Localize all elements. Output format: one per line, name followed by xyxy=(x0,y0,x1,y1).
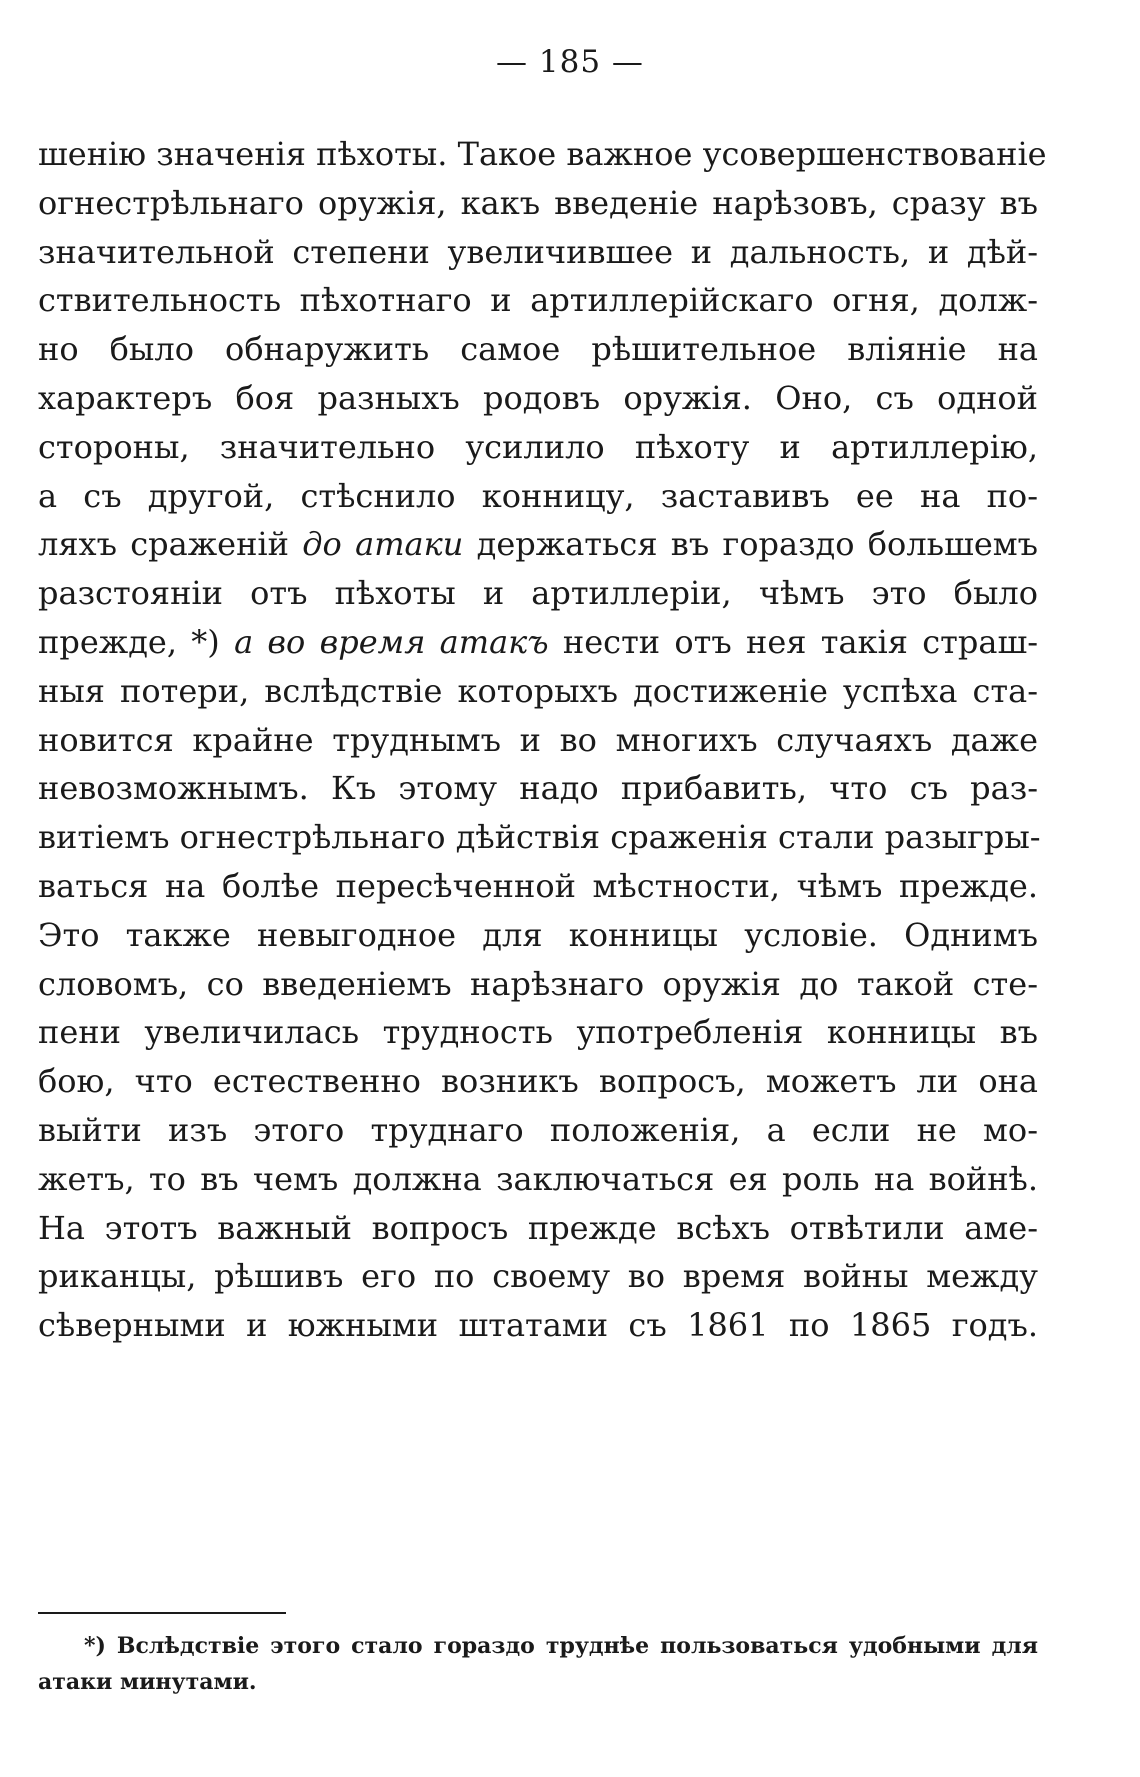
footnote-line: атаки минутами. xyxy=(38,1669,257,1695)
text-line-with-italic xyxy=(38,520,1038,569)
text-fragment: прежде, *) xyxy=(38,622,235,661)
text-line: огнестрѣльнаго оружія, какъ введеніе нарѣзовъ, сразу въ xyxy=(38,183,1038,222)
text-line: шенію значенія пѣхоты. Такое важное усовершенствованіе xyxy=(38,135,1047,173)
text-fragment: нести отъ нея такія страш- xyxy=(548,622,1039,661)
text-line: Это также невыгодное для конницы условіе. Однимъ xyxy=(38,915,1038,954)
footnote-divider xyxy=(38,1612,286,1614)
text-fragment: держаться въ гораздо большемъ xyxy=(463,525,1038,564)
text-line: разстояніи отъ пѣхоты и артиллеріи, чѣмъ это было xyxy=(38,574,1038,613)
main-text xyxy=(38,130,1047,1350)
footnote-line: *) Вслѣдствіе этого стало гораздо труднѣе пользоваться удобными для xyxy=(84,1633,1038,1659)
text-line: словомъ, со введеніемъ нарѣзнаго оружія до такой сте- xyxy=(38,964,1038,1003)
italic-phrase: а во время атакъ xyxy=(234,622,549,661)
text-line: стороны, значительно усилило пѣхоту и артиллерію, xyxy=(38,427,1038,466)
text-line-last: сѣверными и южными штатами съ 1861 по 1865 годъ. xyxy=(38,1306,1038,1345)
page-number: — 185 — xyxy=(496,44,644,80)
text-line: бою, что естественно возникъ вопросъ, можетъ ли она xyxy=(38,1062,1038,1101)
text-line: но было обнаружить самое рѣшительное вліяніе на xyxy=(38,330,1038,369)
text-line: ствительность пѣхотнаго и артиллерійскаго огня, долж- xyxy=(38,281,1038,320)
text-line: ныя потери, вслѣдствіе которыхъ достиженіе успѣха ста- xyxy=(38,671,1038,710)
text-fragment: ляхъ сраженій xyxy=(38,525,303,564)
text-line: На этотъ важный вопросъ прежде всѣхъ отвѣтили аме- xyxy=(38,1208,1038,1247)
text-line: характеръ боя разныхъ родовъ оружія. Оно, съ одной xyxy=(38,378,1038,417)
text-line: ваться на болѣе пересѣченной мѣстности, чѣмъ прежде. xyxy=(38,866,1038,905)
italic-phrase: до атаки xyxy=(302,525,464,564)
text-line: невозможнымъ. Къ этому надо прибавить, что съ раз- xyxy=(38,769,1038,808)
text-line: выйти изъ этого труднаго положенія, а если не мо- xyxy=(38,1110,1038,1149)
text-line: риканцы, рѣшивъ его по своему во время войны между xyxy=(38,1257,1038,1296)
text-line: жетъ, то въ чемъ должна заключаться ея роль на войнѣ. xyxy=(38,1159,1038,1198)
footnote xyxy=(38,1628,1038,1700)
text-line: витіемъ огнестрѣльнаго дѣйствія сраженія стали разыгры- xyxy=(38,818,1041,857)
text-line: значительной степени увеличившее и дальность, и дѣй- xyxy=(38,232,1038,271)
text-line: новится крайне труднымъ и во многихъ случаяхъ даже xyxy=(38,720,1038,759)
text-line-with-italic xyxy=(38,618,1038,667)
text-line: пени увеличилась трудность употребленія конницы въ xyxy=(38,1013,1038,1052)
text-line: а съ другой, стѣснило конницу, заставивъ ее на по- xyxy=(38,476,1038,515)
